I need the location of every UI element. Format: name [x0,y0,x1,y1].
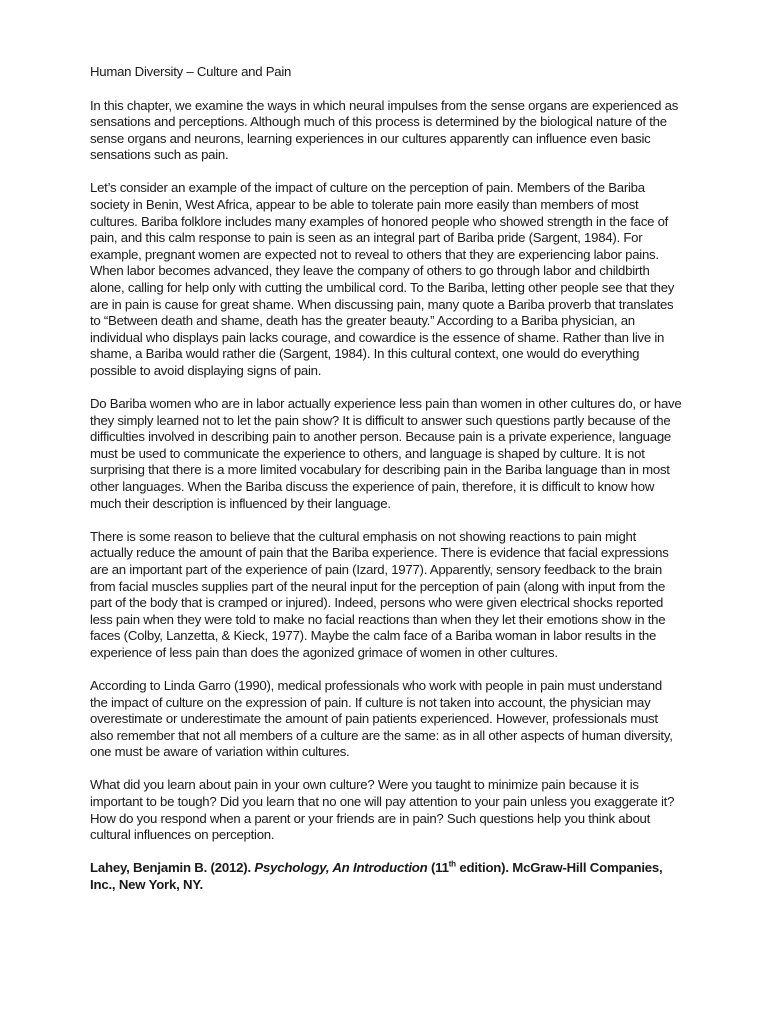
paragraph-reflection-questions: What did you learn about pain in your own culture? Were you taught to minimize pain because it is important to be tough? Did you learn that no one will pay attention to your pain unless you exaggerate it? How do you respond when a parent or your friends are in pain? Such questions help you think about cultural influences on perception. [90,777,675,843]
citation-authors: Lahey, Benjamin B. (2012). [90,860,251,876]
paragraph-facial-expressions: There is some reason to believe that the cultural emphasis on not showing reactions to pain might actually reduce the amount of pain that the Bariba experience. There is evidence that facial expressions are an important part of the experience of pain (Izard, 1977). Apparently, sensory feedback to the brain from facial muscles supplies part of the neural input for the perception of pain (along with input from the part of the body that is cramped or injured). Indeed, persons who were given electrical shocks reported less pain when they were told to make no facial reactions than when they let their emotions show in the faces (Colby, Lanzetta, & Kieck, 1977). Maybe the calm face of a Bariba woman in labor results in the experience of less pain than does the agonized grimace of women in other cultures. [90,528,669,660]
paragraph-intro: In this chapter, we examine the ways in which neural impulses from the sense organs are experienced as sensations and perceptions. Although much of this process is determined by the biological nature of the sense organs and neurons, learning experiences in our cultures apparently can influence even basic sensations such as pain. [90,97,679,163]
citation-edition-sup: th [448,859,456,869]
paragraph-medical-professionals: According to Linda Garro (1990), medical professionals who work with people in pain must understand the impact of culture on the expression of pain. If culture is not taken into account, the physician may overestimate or underestimate the amount of pain patients experienced. However, professionals must also remember that not all members of a culture are the same: as in all other aspects of human diversity, one must be aware of variation within cultures. [90,678,673,760]
citation-book-title: Psychology, An Introduction [254,860,428,876]
citation-publisher: McGraw-Hill Companies, Inc., New York, NY. [90,860,663,892]
citation-edition-close: edition). [455,860,509,876]
document-page [90,64,682,894]
paragraph-bariba-example: Let’s consider an example of the impact of culture on the perception of pain. Members of the Bariba society in Benin, West Africa, appear to be able to tolerate pain more easily than members of most cultures. Bariba folklore includes many examples of honored people who showed strength in the face of pain, and this calm response to pain is seen as an integral part of Bariba pride (Sargent, 1984). For example, pregnant women are expected not to reveal to others that they are experiencing labor pains. When labor becomes advanced, they leave the company of others to go through labor and childbirth alone, calling for help only with cutting the umbilical cord. To the Bariba, letting other people see that they are in pain is cause for great shame. When discussing pain, many quote a Bariba proverb that translates to “Between death and shame, death has the greater beauty.” According to a Bariba physician, an individual who displays pain lacks courage, and cowardice is the essence of shame. Rather than live in shame, a Bariba would rather die (Sargent, 1984). In this cultural context, one would do everything possible to avoid displaying signs of pain. [90,180,675,378]
citation [90,860,682,893]
citation-edition-open: (11 [430,860,449,876]
document-title: Human Diversity – Culture and Pain [90,64,292,79]
paragraph-labor-question: Do Bariba women who are in labor actually experience less pain than women in other cultures do, or have they simply learned not to let the pain show? It is difficult to answer such questions partly because of the difficulties involved in describing pain to another person. Because pain is a private experience, language must be used to communicate the experience to others, and language is shaped by culture. It is not surprising that there is a more limited vocabulary for describing pain in the Bariba language than in most other languages. When the Bariba discuss the experience of pain, therefore, it is difficult to know how much their description is influenced by their language. [90,396,682,511]
